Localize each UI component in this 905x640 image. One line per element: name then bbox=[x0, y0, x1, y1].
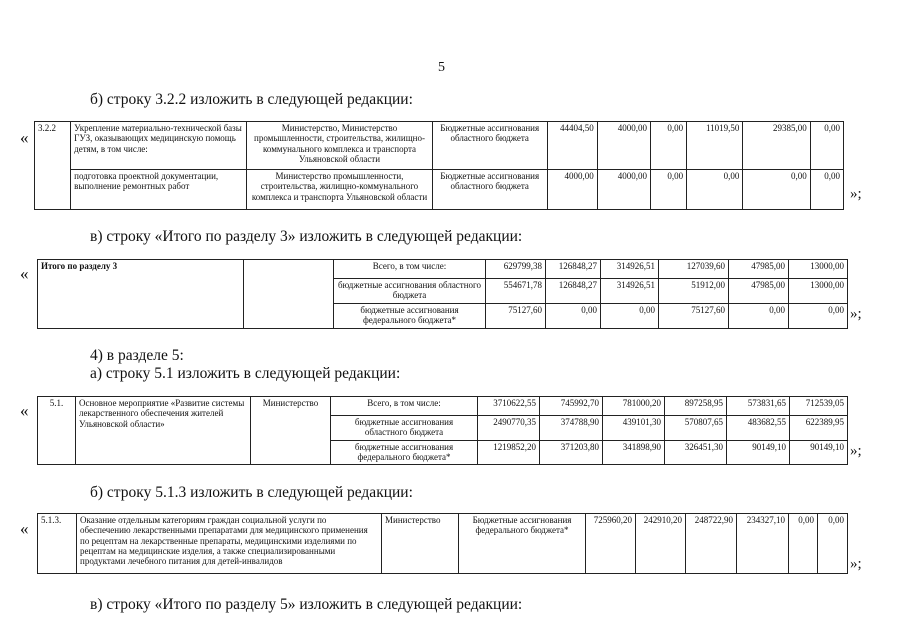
value-cell: 371203,80 bbox=[540, 441, 603, 465]
value-cell: 712539,05 bbox=[790, 397, 848, 416]
value-cell: 90149,10 bbox=[727, 441, 790, 465]
table-51 bbox=[37, 396, 848, 465]
table-row bbox=[38, 397, 848, 416]
value-cell: 13000,00 bbox=[789, 279, 848, 304]
table-322 bbox=[34, 121, 844, 210]
page-number: 5 bbox=[438, 60, 445, 75]
table-row bbox=[38, 514, 848, 574]
funding-source: бюджетные ассигнования областного бюджета bbox=[331, 416, 478, 441]
row-number: 3.2.2 bbox=[35, 122, 71, 210]
heading-v-itogo5: в) строку «Итого по разделу 5» изложить в следующей редакции: bbox=[90, 596, 523, 613]
value-cell: 44404,50 bbox=[547, 122, 597, 170]
measure-name: Оказание отдельным категориям граждан социальной услуги по обеспечению лекарственными препаратами для медицинского применения по рецептам на лекарственные препараты, медицинскими изделиями по рецептам на медицинские изделия, а также специализированными продуктами лечебного питания для детей-инвалидов bbox=[77, 514, 382, 574]
executor bbox=[244, 260, 334, 329]
value-cell: 126848,27 bbox=[546, 260, 601, 279]
value-cell: 0,00 bbox=[687, 170, 743, 210]
measure-name: Итого по разделу 3 bbox=[38, 260, 244, 329]
value-cell: 0,00 bbox=[729, 304, 789, 329]
funding-source: Бюджетные ассигнования федерального бюджета* bbox=[459, 514, 586, 574]
value-cell: 3710622,55 bbox=[478, 397, 540, 416]
open-quote: « bbox=[20, 128, 29, 147]
open-quote: « bbox=[20, 264, 29, 283]
heading-4: 4) в разделе 5: bbox=[90, 347, 184, 364]
value-cell: 75127,60 bbox=[659, 304, 729, 329]
value-cell: 781000,20 bbox=[603, 397, 665, 416]
value-cell: 2490770,35 bbox=[478, 416, 540, 441]
measure-name: подготовка проектной документации, выполнение ремонтных работ bbox=[71, 170, 247, 210]
row-number: 5.1.3. bbox=[38, 514, 77, 574]
value-cell: 897258,95 bbox=[665, 397, 727, 416]
executor: Министерство промышленности, строительства, жилищно-коммунального комплекса и транспорта Ульяновской области bbox=[247, 170, 433, 210]
value-cell: 29385,00 bbox=[743, 122, 810, 170]
value-cell: 629799,38 bbox=[486, 260, 546, 279]
heading-b-322: б) строку 3.2.2 изложить в следующей редакции: bbox=[90, 91, 413, 108]
funding-source: Всего, в том числе: bbox=[334, 260, 486, 279]
value-cell: 0,00 bbox=[650, 122, 686, 170]
measure-name: Основное мероприятие «Развитие системы лекарственного обеспечения жителей Ульяновской области» bbox=[76, 397, 251, 465]
value-cell: 0,00 bbox=[650, 170, 686, 210]
value-cell: 11019,50 bbox=[687, 122, 743, 170]
value-cell: 0,00 bbox=[789, 304, 848, 329]
value-cell: 75127,60 bbox=[486, 304, 546, 329]
value-cell: 725960,20 bbox=[586, 514, 636, 574]
value-cell: 439101,30 bbox=[603, 416, 665, 441]
value-cell: 745992,70 bbox=[540, 397, 603, 416]
value-cell: 234327,10 bbox=[737, 514, 789, 574]
funding-source: бюджетные ассигнования федерального бюджета* bbox=[331, 441, 478, 465]
value-cell: 341898,90 bbox=[603, 441, 665, 465]
value-cell: 314926,51 bbox=[601, 279, 659, 304]
table-513 bbox=[37, 513, 848, 574]
close-quote: »; bbox=[850, 443, 862, 459]
value-cell: 554671,78 bbox=[486, 279, 546, 304]
open-quote: « bbox=[20, 519, 29, 538]
value-cell: 13000,00 bbox=[789, 260, 848, 279]
close-quote: »; bbox=[850, 306, 862, 322]
value-cell: 0,00 bbox=[818, 514, 848, 574]
close-quote: »; bbox=[850, 556, 862, 572]
value-cell: 314926,51 bbox=[601, 260, 659, 279]
value-cell: 47985,00 bbox=[729, 279, 789, 304]
value-cell: 127039,60 bbox=[659, 260, 729, 279]
value-cell: 0,00 bbox=[810, 122, 843, 170]
funding-source: Бюджетные ассигнования областного бюджета bbox=[432, 122, 547, 170]
executor: Министерство, Министерство промышленности, строительства, жилищно-коммунального комплекса и транспорта Ульяновской области bbox=[247, 122, 433, 170]
heading-a-51: а) строку 5.1 изложить в следующей редакции: bbox=[90, 365, 401, 382]
table-row bbox=[35, 122, 844, 170]
value-cell: 4000,00 bbox=[597, 122, 650, 170]
value-cell: 0,00 bbox=[546, 304, 601, 329]
value-cell: 0,00 bbox=[601, 304, 659, 329]
value-cell: 326451,30 bbox=[665, 441, 727, 465]
value-cell: 0,00 bbox=[810, 170, 843, 210]
value-cell: 1219852,20 bbox=[478, 441, 540, 465]
value-cell: 126848,27 bbox=[546, 279, 601, 304]
open-quote: « bbox=[20, 401, 29, 420]
funding-source: бюджетные ассигнования федерального бюджета* bbox=[334, 304, 486, 329]
executor: Министерство bbox=[382, 514, 459, 574]
funding-source: Бюджетные ассигнования областного бюджета bbox=[432, 170, 547, 210]
funding-source: бюджетные ассигнования областного бюджета bbox=[334, 279, 486, 304]
close-quote: »; bbox=[850, 186, 862, 202]
value-cell: 622389,95 bbox=[790, 416, 848, 441]
value-cell: 570807,65 bbox=[665, 416, 727, 441]
table-itogo3 bbox=[37, 259, 848, 329]
table-row bbox=[35, 170, 844, 210]
value-cell: 4000,00 bbox=[547, 170, 597, 210]
value-cell: 4000,00 bbox=[597, 170, 650, 210]
value-cell: 51912,00 bbox=[659, 279, 729, 304]
row-number: 5.1. bbox=[38, 397, 76, 465]
table-row bbox=[38, 260, 848, 279]
heading-b-513: б) строку 5.1.3 изложить в следующей редакции: bbox=[90, 484, 413, 501]
heading-v-itogo3: в) строку «Итого по разделу 3» изложить в следующей редакции: bbox=[90, 228, 523, 245]
value-cell: 0,00 bbox=[743, 170, 810, 210]
value-cell: 374788,90 bbox=[540, 416, 603, 441]
value-cell: 483682,55 bbox=[727, 416, 790, 441]
measure-name: Укрепление материально-технической базы ГУЗ, оказывающих медицинскую помощь детям, в том числе: bbox=[71, 122, 247, 170]
value-cell: 90149,10 bbox=[790, 441, 848, 465]
value-cell: 0,00 bbox=[789, 514, 818, 574]
executor: Министерство bbox=[251, 397, 331, 465]
value-cell: 47985,00 bbox=[729, 260, 789, 279]
value-cell: 248722,90 bbox=[686, 514, 737, 574]
funding-source: Всего, в том числе: bbox=[331, 397, 478, 416]
value-cell: 573831,65 bbox=[727, 397, 790, 416]
value-cell: 242910,20 bbox=[636, 514, 686, 574]
